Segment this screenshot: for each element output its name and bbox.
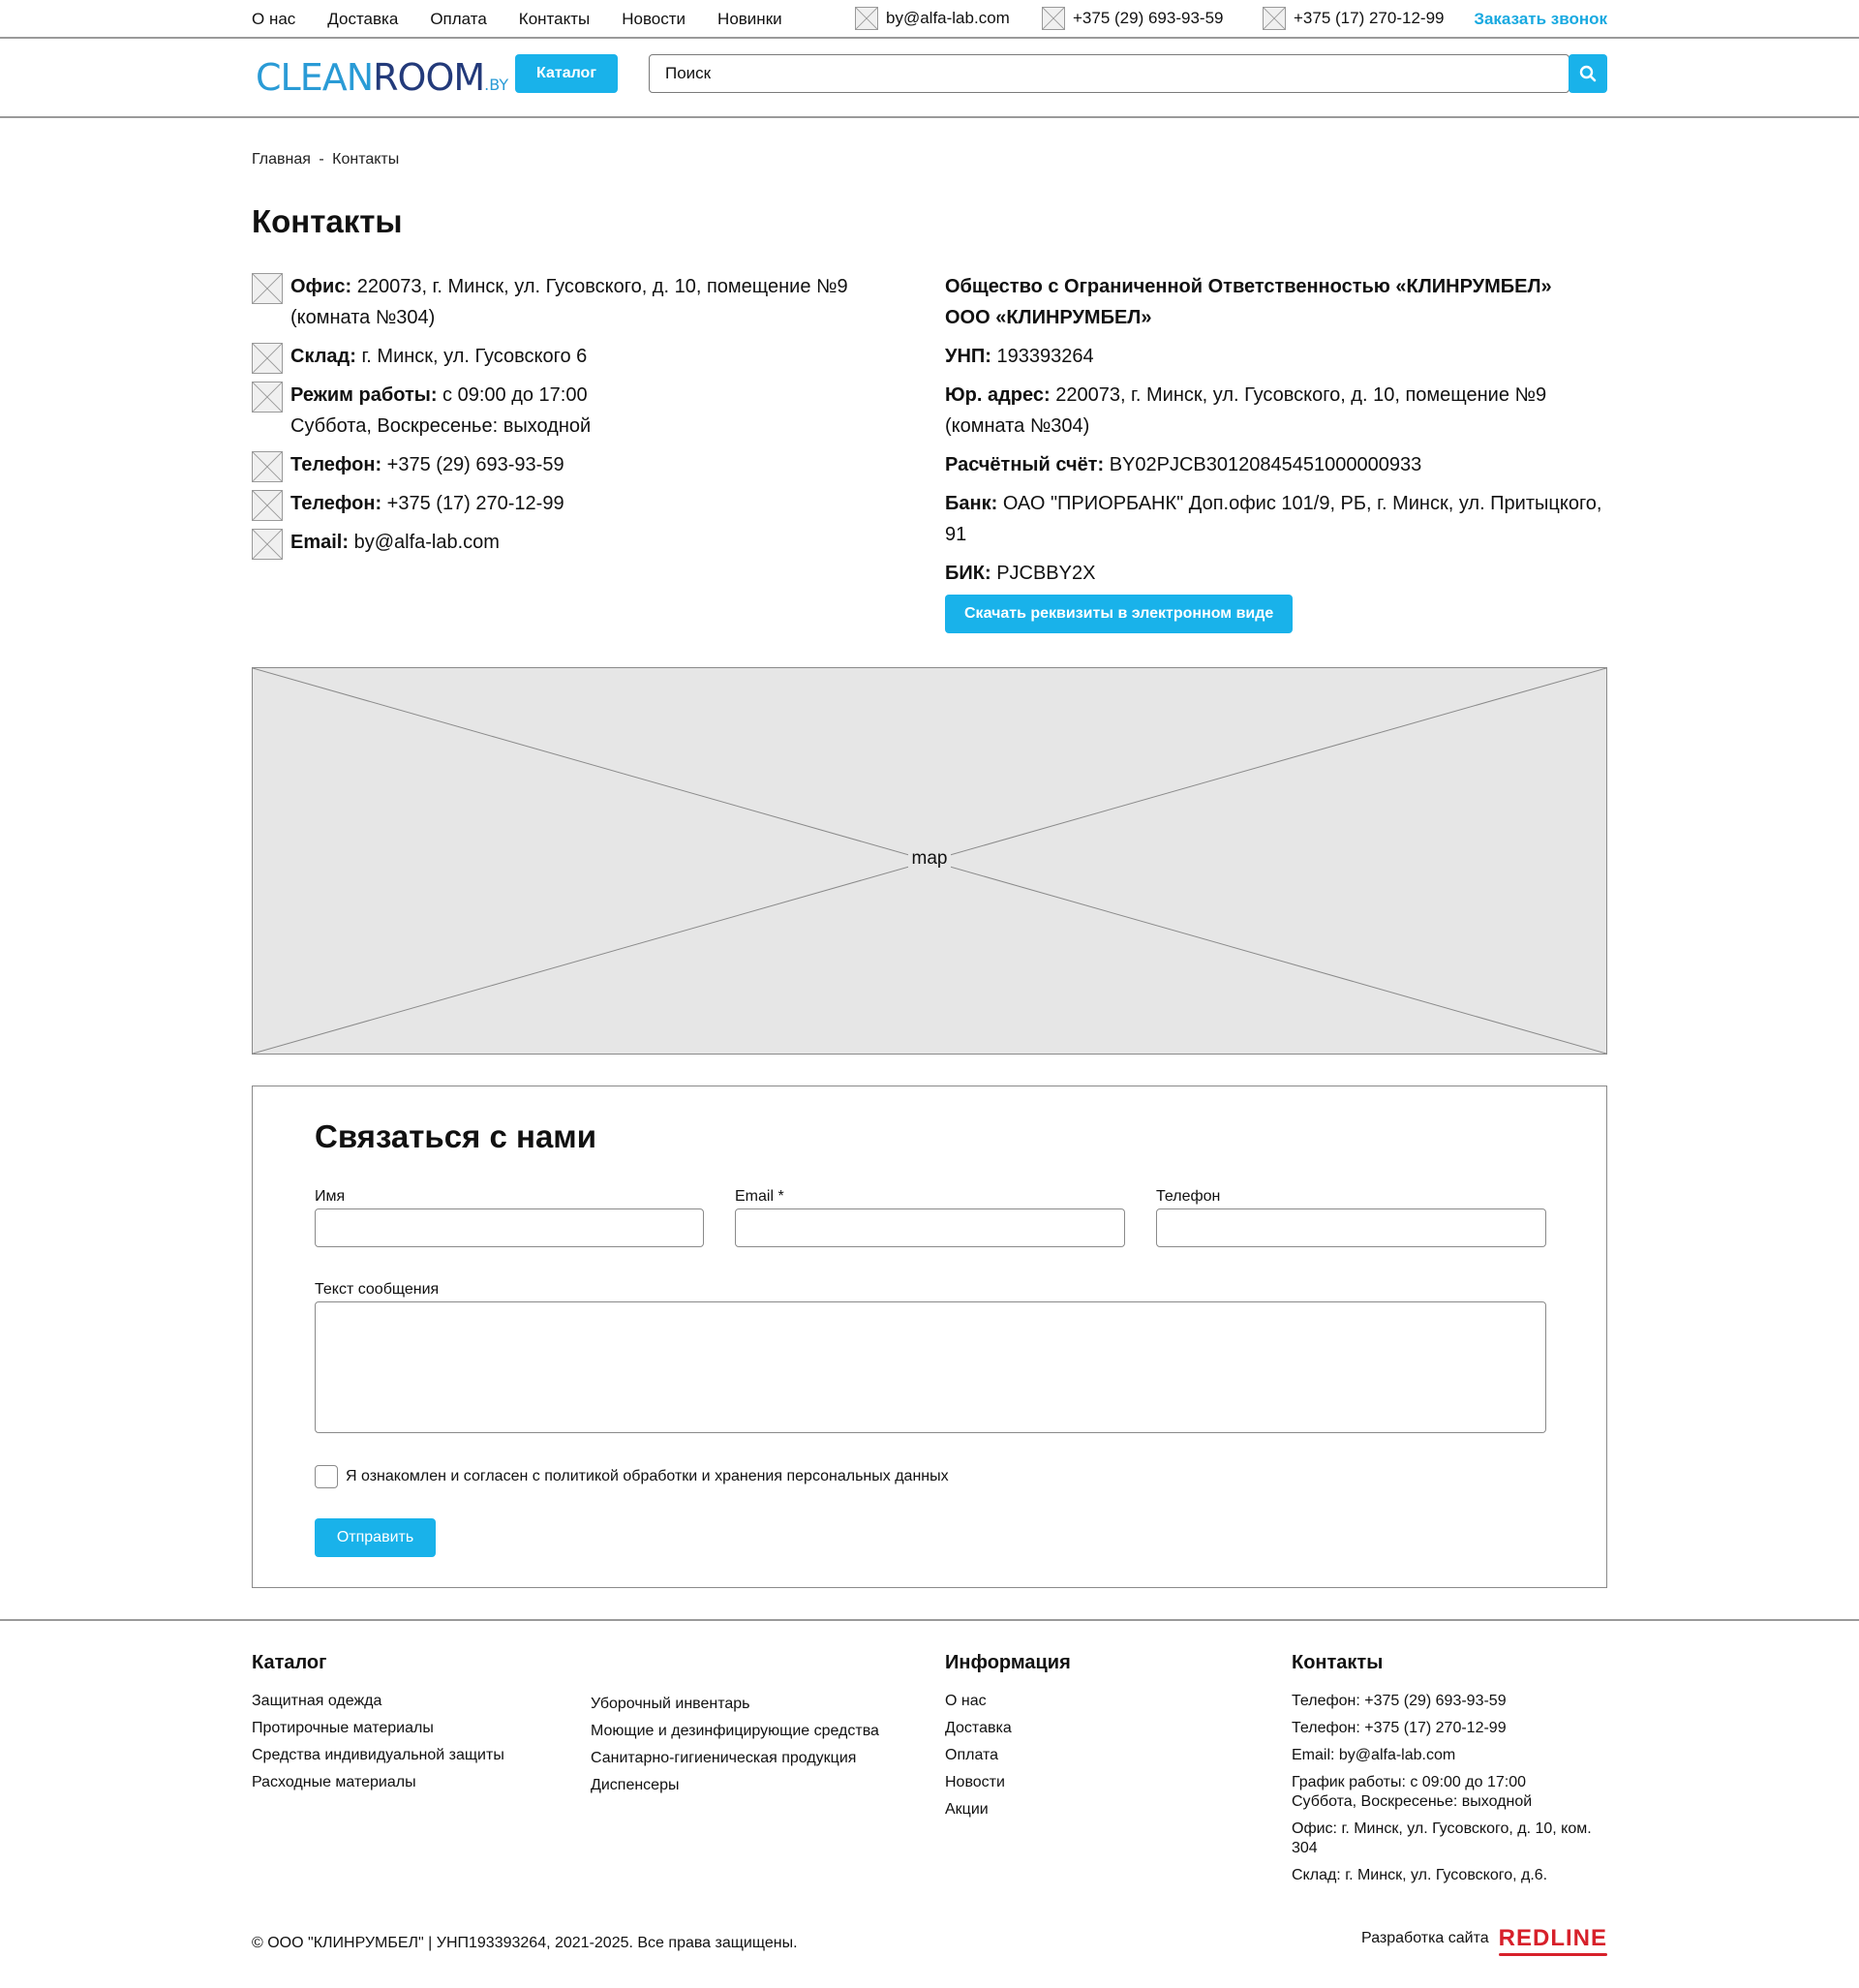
redline-logo: REDLINE: [1498, 1925, 1607, 1951]
bank-account: Расчётный счёт: BY02PJCB30120845451000000933: [945, 454, 1422, 475]
breadcrumb-current: Контакты: [332, 151, 400, 168]
developer-credit[interactable]: [1361, 1925, 1607, 1952]
page-title: Контакты: [252, 203, 403, 239]
catalog-button[interactable]: Каталог: [515, 54, 618, 93]
top-phone-2-text: +375 (17) 270-12-99: [1294, 9, 1445, 27]
unp: УНП: 193393264: [945, 346, 1094, 367]
nav-about[interactable]: О нас: [252, 10, 296, 28]
contact-email[interactable]: Email: by@alfa-lab.com: [252, 527, 910, 558]
footer-catalog-link[interactable]: Средства индивидуальной защиты: [252, 1747, 504, 1763]
top-email-text: by@alfa-lab.com: [886, 9, 1010, 27]
footer: [252, 0, 1607, 1988]
footer-info-link[interactable]: Акции: [945, 1801, 989, 1818]
nav-news[interactable]: Новости: [622, 10, 686, 28]
footer-catalog-2: [591, 1695, 879, 1803]
footer-contact-line[interactable]: Телефон: +375 (17) 270-12-99: [1292, 1720, 1507, 1736]
footer-info-link[interactable]: Оплата: [945, 1747, 999, 1763]
footer-catalog-link[interactable]: Протирочные материалы: [252, 1720, 434, 1736]
footer-contact-line: Склад: г. Минск, ул. Гусовского, д.6.: [1292, 1867, 1548, 1883]
name-label: Имя: [315, 1188, 346, 1205]
footer-catalog-link[interactable]: Диспенсеры: [591, 1777, 680, 1793]
footer-catalog-link[interactable]: Расходные материалы: [252, 1774, 416, 1790]
footer-info-title: Информация: [945, 1652, 1071, 1673]
footer-catalog: [252, 1652, 504, 1800]
contact-phone-2[interactable]: Телефон: +375 (17) 270-12-99: [252, 488, 910, 519]
map-label: map: [253, 848, 1606, 870]
nav-payment[interactable]: Оплата: [430, 10, 487, 28]
footer-catalog-link[interactable]: Защитная одежда: [252, 1693, 382, 1709]
company-name: Общество с Ограниченной Ответственностью «КЛИНРУМБЕЛ» ООО «КЛИНРУМБЕЛ»: [945, 276, 1552, 328]
footer-info-link[interactable]: О нас: [945, 1693, 987, 1709]
footer-catalog-list-1: [252, 1692, 504, 1792]
footer-catalog-link[interactable]: Моющие и дезинфицирующие средства: [591, 1723, 879, 1739]
contact-hours: Режим работы: с 09:00 до 17:00 Суббота, Воскресенье: выходной: [252, 380, 910, 442]
nav-delivery[interactable]: Доставка: [327, 10, 399, 28]
footer-contacts-title: Контакты: [1292, 1652, 1384, 1673]
breadcrumb-separator: -: [319, 151, 324, 168]
footer-contacts: [1292, 1652, 1607, 1893]
consent-label[interactable]: Я ознакомлен и согласен с политикой обработки и хранения персональных данных: [346, 1468, 949, 1484]
footer-info-link[interactable]: Новости: [945, 1774, 1005, 1790]
bik: БИК: PJCBBY2X: [945, 563, 1096, 584]
footer-contact-line[interactable]: Email: by@alfa-lab.com: [1292, 1747, 1456, 1763]
logo-text: CLEANROOM.BY: [256, 56, 509, 99]
footer-contact-line[interactable]: Телефон: +375 (29) 693-93-59: [1292, 1693, 1507, 1709]
phone-label: Телефон: [1156, 1188, 1221, 1205]
footer-catalog-link[interactable]: Уборочный инвентарь: [591, 1696, 750, 1712]
submit-button[interactable]: Отправить: [315, 1518, 436, 1557]
nav-new-products[interactable]: Новинки: [717, 10, 782, 28]
email-label: Email *: [735, 1188, 784, 1205]
message-label: Текст сообщения: [315, 1281, 440, 1298]
top-phone-1-text: +375 (29) 693-93-59: [1073, 9, 1224, 27]
breadcrumb-home[interactable]: Главная: [252, 151, 311, 168]
contact-phone-1[interactable]: Телефон: +375 (29) 693-93-59: [252, 449, 910, 480]
contact-warehouse: Склад: г. Минск, ул. Гусовского 6: [252, 341, 910, 372]
copyright: © ООО "КЛИНРУМБЕЛ" | УНП193393264, 2021-2025. Все права защищены.: [252, 1935, 798, 1951]
form-title: Связаться с нами: [315, 1118, 596, 1154]
footer-info-list: [945, 1692, 1071, 1820]
footer-contact-line: График работы: с 09:00 до 17:00 Суббота, Воскресенье: выходной: [1292, 1774, 1533, 1810]
contact-office: Офис: 220073, г. Минск, ул. Гусовского, д. 10, помещение №9 (комната №304): [252, 271, 910, 333]
footer-catalog-link[interactable]: Санитарно-гигиеническая продукция: [591, 1750, 857, 1766]
download-requisites-button[interactable]: Скачать реквизиты в электронном виде: [945, 595, 1293, 633]
bank: Банк: ОАО "ПРИОРБАНК" Доп.офис 101/9, РБ, г. Минск, ул. Притыцкого, 91: [945, 493, 1602, 545]
footer-catalog-list-2: [591, 1695, 879, 1795]
legal-address: Юр. адрес: 220073, г. Минск, ул. Гусовского, д. 10, помещение №9 (комната №304): [945, 384, 1547, 437]
callback-link[interactable]: Заказать звонок: [1474, 10, 1607, 28]
footer-contact-line: Офис: г. Минск, ул. Гусовского, д. 10, ком. 304: [1292, 1820, 1592, 1856]
footer-contacts-list: [1292, 1692, 1607, 1885]
footer-catalog-title: Каталог: [252, 1652, 327, 1673]
footer-info: [945, 1652, 1071, 1827]
nav-contacts[interactable]: Контакты: [518, 10, 591, 28]
developer-label: Разработка сайта: [1361, 1930, 1489, 1946]
footer-info-link[interactable]: Доставка: [945, 1720, 1012, 1736]
